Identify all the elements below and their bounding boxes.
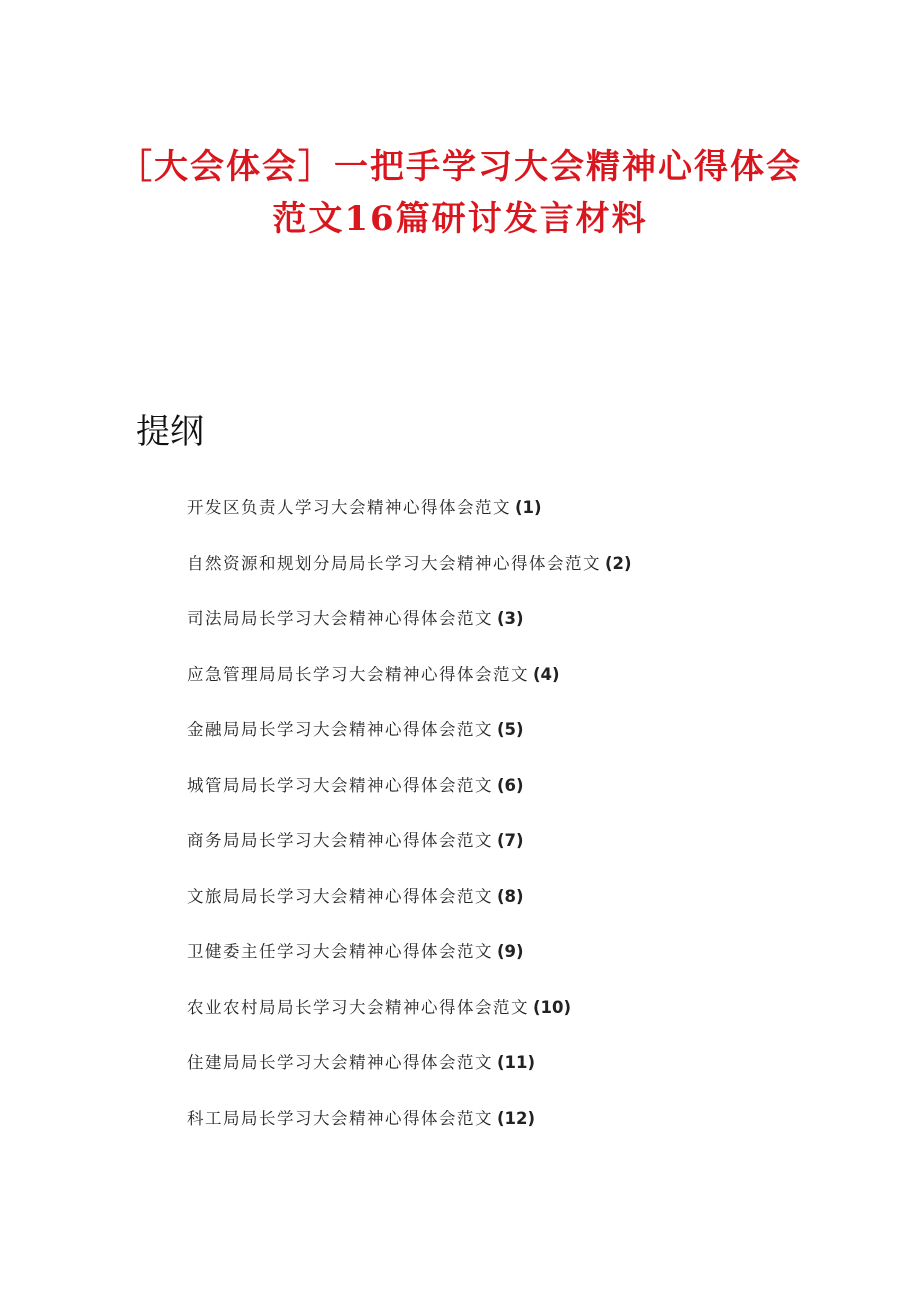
toc-item-text: 农业农村局局长学习大会精神心得体会范文 <box>187 997 529 1017</box>
toc-item-text: 卫健委主任学习大会精神心得体会范文 <box>187 942 493 961</box>
toc-item-text: 自然资源和规划分局局长学习大会精神心得体会范文 <box>187 553 601 573</box>
toc-item-number: (1) <box>515 498 542 517</box>
toc-item-number: (10) <box>533 997 572 1017</box>
toc-item <box>187 879 632 935</box>
toc-item-number: (7) <box>497 831 524 850</box>
toc-item-text: 文旅局局长学习大会精神心得体会范文 <box>187 886 493 906</box>
toc-item-number: (5) <box>497 720 524 739</box>
toc-item <box>187 934 632 990</box>
table-of-contents <box>187 490 632 1156</box>
toc-item <box>187 1045 632 1101</box>
toc-item <box>187 823 632 879</box>
toc-item-text: 开发区负责人学习大会精神心得体会范文 <box>187 498 511 517</box>
toc-item-text: 应急管理局局长学习大会精神心得体会范文 <box>187 664 529 684</box>
toc-item <box>187 990 632 1046</box>
toc-item-number: (2) <box>605 553 632 573</box>
toc-item-text: 城管局局长学习大会精神心得体会范文 <box>187 775 493 795</box>
toc-item <box>187 768 632 824</box>
toc-item-text: 科工局局长学习大会精神心得体会范文 <box>187 1108 493 1128</box>
toc-item <box>187 1101 632 1157</box>
toc-item <box>187 601 632 657</box>
toc-item-text: 商务局局长学习大会精神心得体会范文 <box>187 831 493 850</box>
toc-item <box>187 712 632 768</box>
toc-item-number: (12) <box>497 1108 536 1128</box>
toc-item-text: 金融局局长学习大会精神心得体会范文 <box>187 720 493 739</box>
document-title <box>0 141 920 245</box>
toc-item-number: (8) <box>497 886 524 906</box>
toc-item-number: (9) <box>497 942 524 961</box>
toc-item-text: 住建局局长学习大会精神心得体会范文 <box>187 1053 493 1072</box>
document-title-line-1: ［大会体会］一把手学习大会精神心得体会 <box>118 146 802 187</box>
toc-item <box>187 657 632 713</box>
toc-item-number: (4) <box>533 664 560 684</box>
toc-item-number: (6) <box>497 775 524 795</box>
outline-heading: 提纲 <box>136 412 204 452</box>
toc-item-text: 司法局局长学习大会精神心得体会范文 <box>187 609 493 628</box>
toc-item-number: (3) <box>497 609 524 628</box>
toc-item <box>187 546 632 602</box>
document-title-line-2: 范文16篇研讨发言材料 <box>272 198 648 239</box>
toc-item-number: (11) <box>497 1053 536 1072</box>
toc-item <box>187 490 632 546</box>
